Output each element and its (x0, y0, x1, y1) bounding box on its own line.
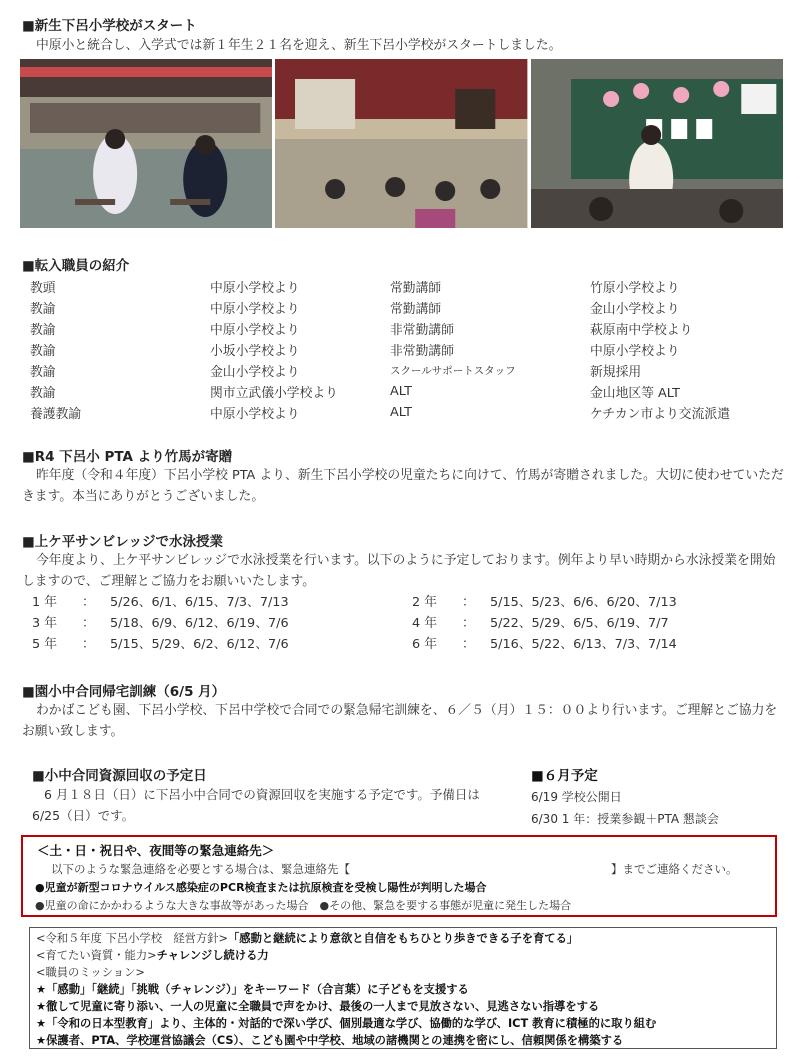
policy-line-3: <職員のミッション> (36, 966, 145, 979)
swim-row (412, 634, 677, 655)
section-body-recycle (32, 784, 532, 826)
staff-cell: 金山小学校より (590, 302, 680, 317)
staff-cell: 中原小学校より (210, 281, 300, 296)
swim-colon: ： (82, 595, 95, 610)
swim-dates: 5/16、5/22、6/13、7/3、7/14 (490, 637, 677, 652)
section-title-staff: ■転入職員の紹介 (22, 258, 130, 274)
staff-row (30, 318, 770, 339)
staff-row (30, 339, 770, 360)
staff-cell: 小坂小学校より (210, 344, 300, 359)
june-schedule (531, 764, 771, 830)
photo-strip (20, 59, 783, 228)
staff-cell: 新規採用 (590, 365, 642, 380)
ceremony-photo-2 (275, 59, 527, 228)
swim-grade: 1 年 (32, 595, 58, 610)
policy-motto: 「感動と継続により意欲と自信をもちひとり歩きできる子を育てる」 (227, 932, 579, 945)
swim-schedule-left (32, 592, 289, 655)
emergency-title: ＜土・日・祝日や、夜間等の緊急連絡先＞ (37, 843, 275, 858)
emergency-item-1: ●児童が新型コロナウイルス感染症のPCR検査または抗原検査を受検し陽性が判明した場合 (35, 881, 487, 894)
swim-colon: ： (462, 637, 475, 652)
staff-cell: 関市立武儀小学校より (210, 386, 338, 401)
staff-cell: スクールサポートスタッフ (390, 365, 516, 377)
june-title: ■６月予定 (531, 768, 598, 784)
staff-cell: ALT (390, 384, 412, 399)
staff-row (30, 276, 770, 297)
staff-cell: 非常勤講師 (390, 344, 454, 359)
ceremony-photo-1 (20, 59, 272, 228)
staff-row (30, 402, 770, 423)
swim-grade: 6 年 (412, 637, 438, 652)
staff-cell: 金山小学校より (210, 365, 300, 380)
staff-cell: 非常勤講師 (390, 323, 454, 338)
swim-dates: 5/22、5/29、6/5、6/19、7/7 (490, 616, 669, 631)
swim-schedule-right (412, 592, 677, 655)
emergency-contact-box (21, 835, 777, 917)
recycle-line-2: 6/25（日）です。 (32, 808, 135, 823)
staff-cell: 中原小学校より (210, 323, 300, 338)
swim-colon: ： (462, 595, 475, 610)
swim-dates: 5/26、6/1、6/15、7/3、7/13 (110, 595, 289, 610)
staff-cell: 教諭 (30, 302, 56, 317)
section-title-swim: ■上ケ平サンビレッジで水泳授業 (22, 534, 223, 550)
policy-ability: チャレンジし続ける力 (156, 949, 269, 962)
policy-line-1 (36, 930, 770, 947)
staff-table (30, 276, 770, 423)
staff-cell: 中原小学校より (210, 407, 300, 422)
staff-cell: 教諭 (30, 386, 56, 401)
staff-cell: 金山地区等 ALT (590, 386, 680, 401)
policy-label: <育てたい資質・能力> (36, 949, 157, 962)
policy-line-2 (36, 947, 770, 964)
staff-cell: 教諭 (30, 323, 56, 338)
swim-colon: ： (82, 616, 95, 631)
staff-row (30, 360, 770, 381)
section-body-pta: 昨年度（令和４年度）下呂小学校 PTA より、新生下呂小学校の児童たちに向けて、竹馬が寄贈されました。大切に使わせていただきます。本当にありがとうございました。 (22, 468, 784, 504)
staff-cell: 竹原小学校より (590, 281, 680, 296)
staff-cell: 萩原南中学校より (590, 323, 693, 338)
staff-cell: 中原小学校より (210, 302, 300, 317)
policy-mission: ★「感動」「継続」「挑戦（チャレンジ）」をキーワード（合言葉）に子どもを支援する (36, 983, 469, 996)
staff-cell: 養護教諭 (30, 407, 82, 422)
policy-mission: ★保護者、PTA、学校運営協議会（CS）、こども園や中学校、地域の諸機関との連携を密にし、信頼関係を構築する (36, 1034, 624, 1047)
emergency-intro: 以下のような緊急連絡を必要とする場合は、緊急連絡先【 (51, 862, 350, 876)
staff-cell: 中原小学校より (590, 344, 680, 359)
staff-cell: 教頭 (30, 281, 56, 296)
swim-grade: 3 年 (32, 616, 58, 631)
swim-grade: 2 年 (412, 595, 438, 610)
policy-label: <令和５年度 下呂小学校 経営方針> (36, 932, 228, 945)
swim-grade: 5 年 (32, 637, 58, 652)
policy-mission: ★徹して児童に寄り添い、一人の児童に全職員で声をかけ、最後の一人まで見放さない、見逃さない指導をする (36, 1000, 600, 1013)
swim-dates: 5/15、5/29、6/2、6/12、7/6 (110, 637, 289, 652)
section-body-start: 中原小と統合し、入学式では新１年生２１名を迎え、新生下呂小学校がスタートしました。 (36, 38, 562, 53)
swim-dates: 5/15、5/23、6/6、6/20、7/13 (490, 595, 677, 610)
classroom-photo (531, 59, 783, 228)
staff-row (30, 381, 770, 402)
emergency-item-2: ●児童の命にかかわるような大きな事故等があった場合 ●その他、緊急を要する事態が児童に発生した場合 (35, 899, 572, 912)
section-title-start: ■新生下呂小学校がスタート (22, 18, 197, 34)
staff-cell: 常勤講師 (390, 281, 442, 296)
staff-cell: 教諭 (30, 344, 56, 359)
swim-row (32, 613, 289, 634)
swim-row (32, 634, 289, 655)
emergency-intro-end: 】までご連絡ください。 (611, 862, 738, 876)
section-body-swim: 今年度より、上ケ平サンビレッジで水泳授業を行います。以下のように予定しております。例年より早い時期から水泳授業を開始しますので、ご理解とご協力をお願いいたします。 (22, 553, 776, 589)
recycle-line-1: 6 月１８日（日）に下呂小中合同での資源回収を実施する予定です。予備日は (44, 787, 480, 802)
swim-row (32, 592, 289, 613)
swim-colon: ： (82, 637, 95, 652)
staff-cell: 常勤講師 (390, 302, 442, 317)
staff-cell: ALT (390, 405, 412, 420)
swim-row (412, 592, 677, 613)
swim-grade: 4 年 (412, 616, 438, 631)
june-item: 6/19 学校公開日 (531, 790, 622, 804)
swim-colon: ： (462, 616, 475, 631)
section-title-drill: ■園小中合同帰宅訓練（6/5 月） (22, 684, 226, 700)
swim-row (412, 613, 677, 634)
swim-dates: 5/18、6/9、6/12、6/19、7/6 (110, 616, 289, 631)
staff-cell: ケチカン市より交流派遣 (590, 407, 730, 422)
school-policy-box (29, 927, 777, 1049)
section-title-pta: ■R4 下呂小 PTA より竹馬が寄贈 (22, 449, 233, 465)
staff-row (30, 297, 770, 318)
section-body-drill: わかばこども園、下呂小学校、下呂中学校で合同での緊急帰宅訓練を、６／５（月）１５：００より行います。ご理解とご協力をお願い致します。 (22, 703, 778, 739)
june-item: 6/30 1 年：授業参観＋PTA 懇談会 (531, 812, 719, 826)
section-title-recycle: ■小中合同資源回収の予定日 (32, 768, 207, 784)
staff-cell: 教諭 (30, 365, 56, 380)
policy-mission: ★「令和の日本型教育」より、主体的・対話的で深い学び、個別最適な学び、協働的な学び、ICT 教育に積極的に取り組む (36, 1017, 657, 1030)
